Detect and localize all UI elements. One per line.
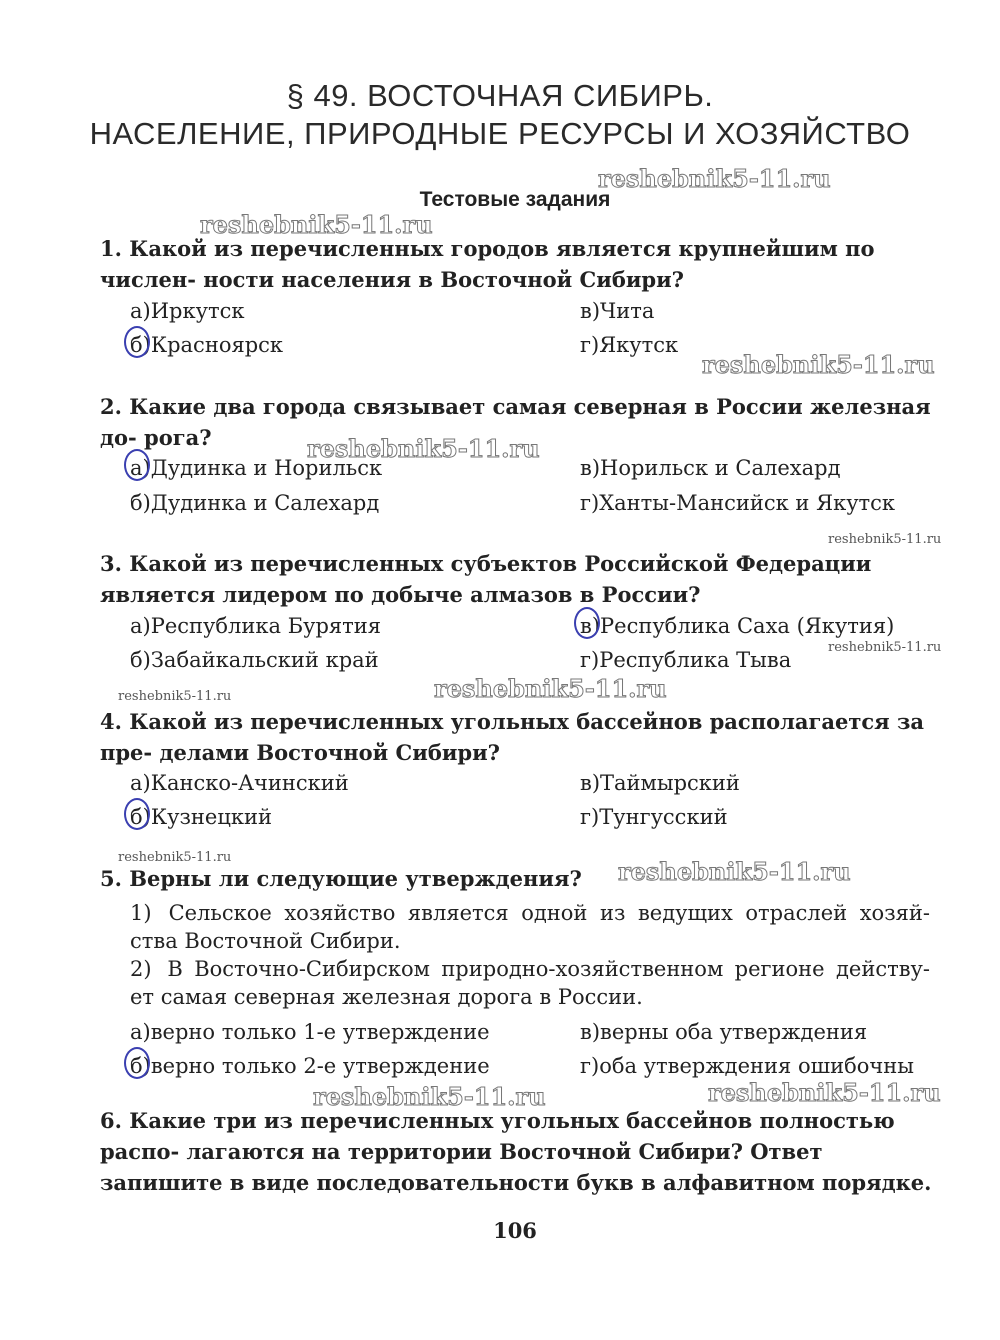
option [130,646,379,674]
option-letter: г) [580,648,600,672]
option-text: Забайкальский край [150,648,379,672]
option [130,769,349,797]
option [580,331,678,359]
option-text: Канско-Ачинский [150,771,349,795]
statement-number: 2) [130,957,152,981]
option-letter: б) [130,491,151,515]
option-text: Дудинка и Салехард [150,491,380,515]
option-letter: г) [580,333,600,357]
question-6: 6. Какие три из перечисленных угольных бассейнов полностью распо- лагаются на территории Восточной Сибири? Ответ запишите в виде последовательности букв в алфавитном порядке. [100,1108,932,1195]
option-letter: а) [130,299,151,323]
option-letter: б) [130,1052,151,1080]
option [580,803,728,831]
watermark: reshebnik5-11.ru [307,434,540,463]
question-5: 5. Верны ли следующие утверждения? [100,866,582,891]
watermark: reshebnik5-11.ru [598,164,831,193]
answer-circle-icon [124,798,150,830]
question-2: 2. Какие два города связывает самая северная в России железная до- рога? [100,394,931,450]
watermark: reshebnik5-11.ru [828,532,942,547]
section-title-line2: НАСЕЛЕНИЕ, ПРИРОДНЫЕ РЕСУРСЫ И ХОЗЯЙСТВО [89,116,911,151]
watermark: reshebnik5-11.ru [708,1078,941,1107]
statement-text: Сельское хозяйство является одной из ведущих отраслей хозяй- ства Восточной Сибири. [130,901,930,953]
option [580,1052,914,1080]
option-letter: в) [580,456,601,480]
option-text: Кузнецкий [150,805,272,829]
option-text: Норильск и Салехард [600,456,841,480]
question-3: 3. Какой из перечисленных субъектов Российской Федерации является лидером по добыче алмазов в России? [100,551,872,607]
option-letter: в) [580,612,600,640]
option-letter: г) [580,1054,600,1078]
option [580,489,895,517]
subtitle: Тестовые задания [419,188,611,211]
answer-circle-icon [124,326,150,358]
option-letter: г) [580,805,600,829]
watermark: reshebnik5-11.ru [702,350,935,379]
option-selected [580,612,894,640]
statement-number: 1) [130,901,152,925]
option-text: Республика Саха (Якутия) [600,614,895,638]
question-4: 4. Какой из перечисленных угольных бассейнов располагается за пре- делами Восточной Сибири? [100,709,924,765]
option [580,646,791,674]
watermark: reshebnik5-11.ru [118,689,232,704]
option-letter: а) [130,454,151,482]
option-text: верно только 1-е утверждение [150,1020,490,1044]
option [580,297,654,325]
watermark: reshebnik5-11.ru [313,1082,546,1111]
watermark: reshebnik5-11.ru [618,857,851,886]
option-text: Республика Тыва [599,648,792,672]
option-letter: б) [130,648,151,672]
option-text: Иркутск [150,299,245,323]
option [130,489,379,517]
statement-2 [130,955,930,1011]
option-selected [130,331,283,359]
page-number: 106 [493,1218,537,1243]
option-letter: в) [580,1020,601,1044]
option-letter: б) [130,331,151,359]
option-letter: а) [130,1020,151,1044]
option-text: Дудинка и Норильск [150,456,383,480]
watermark: reshebnik5-11.ru [118,850,232,865]
option-text: Чита [600,299,655,323]
option-letter: а) [130,771,151,795]
statement-text: В Восточно-Сибирском природно-хозяйственном регионе действу- ет самая северная железная дорога в России. [130,957,930,1009]
option [130,1018,490,1046]
option-letter: в) [580,771,601,795]
option-letter: г) [580,491,600,515]
answer-circle-icon [124,449,150,481]
option-text: Тунгусский [599,805,728,829]
option-selected [130,1052,490,1080]
option-text: Якутск [599,333,679,357]
section-title-line1: § 49. ВОСТОЧНАЯ СИБИРЬ. [286,78,714,113]
option-selected [130,803,272,831]
watermark: reshebnik5-11.ru [434,674,667,703]
option-text: Республика Бурятия [150,614,382,638]
question-1: 1. Какой из перечисленных городов является крупнейшим по числен- ности населения в Восточной Сибири? [100,236,875,292]
answer-circle-icon [574,607,600,639]
option-letter: в) [580,299,601,323]
option [580,769,740,797]
option-text: верны оба утверждения [600,1020,868,1044]
option [580,1018,867,1046]
option-letter: б) [130,803,151,831]
option [130,297,244,325]
option-text: верно только 2-е утверждение [150,1054,490,1078]
option-letter: а) [130,614,151,638]
option-text: оба утверждения ошибочны [599,1054,914,1078]
answer-circle-icon [124,1047,150,1079]
option-text: Красноярск [150,333,284,357]
statement-1 [130,899,930,955]
watermark: reshebnik5-11.ru [828,640,942,655]
option [580,454,841,482]
option [130,612,381,640]
option-text: Таймырский [600,771,740,795]
watermark: reshebnik5-11.ru [200,210,433,239]
option-text: Ханты-Мансийск и Якутск [599,491,896,515]
